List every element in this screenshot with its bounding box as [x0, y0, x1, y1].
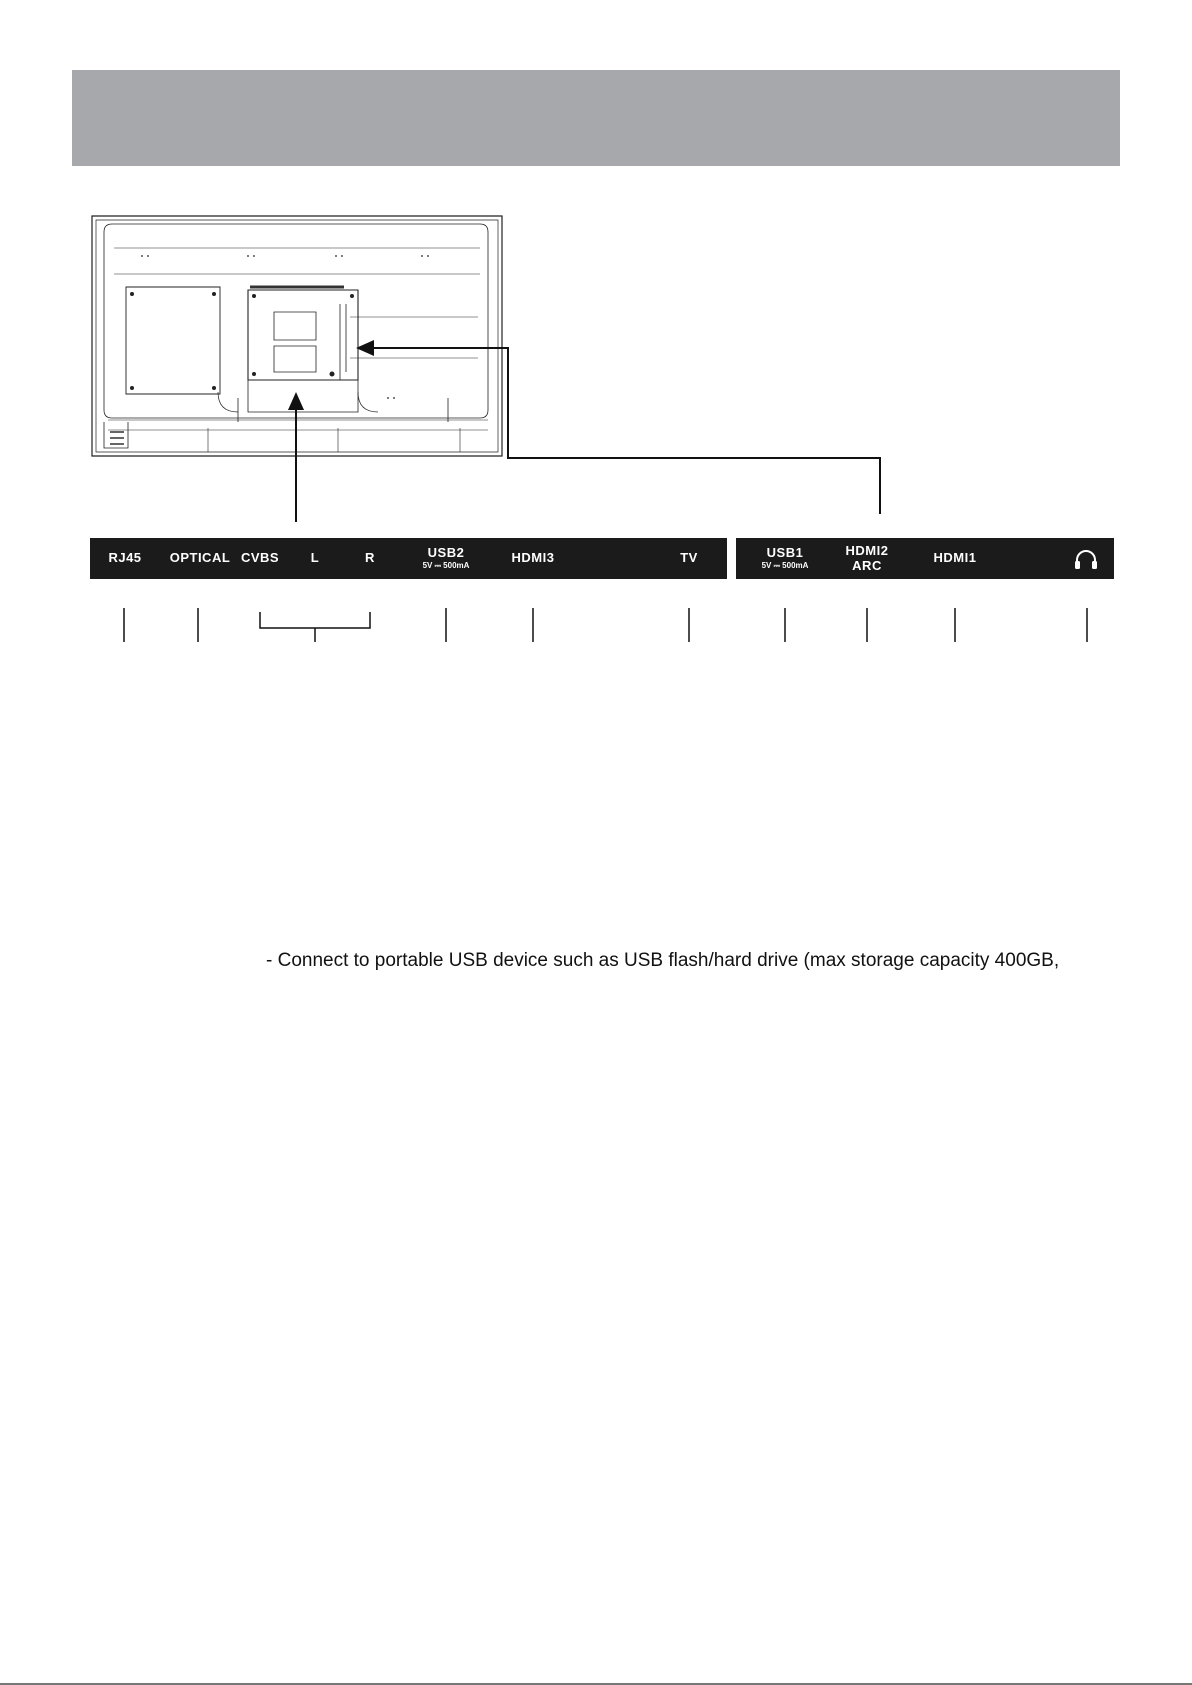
port-cvbs: CVBS — [240, 550, 280, 566]
port-leader-lines — [0, 0, 1192, 660]
port-audio-r: R — [365, 550, 375, 566]
port-hdmi1: HDMI1 — [933, 550, 977, 566]
port-hdmi2-arc: HDMI2 ARC — [845, 543, 889, 573]
port-audio-l: L — [310, 550, 320, 566]
port-optical: OPTICAL — [169, 550, 231, 566]
port-hdmi3: HDMI3 — [511, 550, 555, 566]
port-usb1: USB1 5V ⎓ 500mA — [761, 545, 809, 570]
port-rj45: RJ45 — [108, 550, 142, 566]
port-tv: TV — [680, 550, 698, 566]
port-usb2: USB2 5V ⎓ 500mA — [422, 545, 470, 570]
usb-connection-note: - Connect to portable USB device such as USB flash/hard drive (max storage capacity 400GB, — [266, 950, 1060, 971]
